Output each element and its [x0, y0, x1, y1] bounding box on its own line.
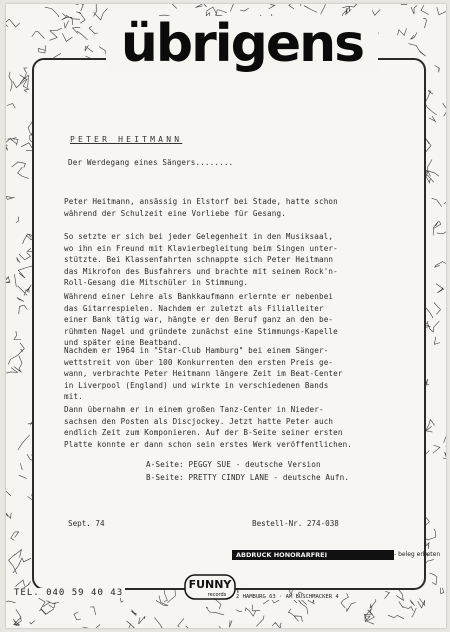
line: einer Bank tätig war, hängte er den Beruf ganz an den be- — [64, 315, 334, 324]
line: mit. — [64, 392, 83, 401]
line: in Liverpool (England) und wirkte in verschiedenen Bands — [64, 380, 329, 390]
line: Während einer Lehre als Bankkaufmann erlernte er nebenbei — [64, 292, 334, 301]
line: das Mikrofon des Busfahrers und brachte mit seinem Rock'n- — [64, 266, 338, 276]
line: und später eine Beatband. — [64, 338, 183, 347]
line: Platte konnte er dann schon sein erstes Werk veröffentlichen. — [64, 439, 353, 449]
line: Peter Heitmann, ansässig in Elstorf bei Stade, hatte schon — [64, 197, 338, 206]
paragraph-3 — [64, 291, 338, 349]
paragraph-4 — [64, 345, 343, 403]
b-side: B-Seite: PRETTY CINDY LANE - deutsche Aufn. — [146, 473, 350, 482]
line: Roll-Gesang die Mitschüler in Stimmung. — [64, 278, 249, 287]
a-side: A-Seite: PEGGY SUE - deutsche Version — [146, 460, 321, 469]
line: endlich Zeit zum Komponieren. Auf der B-Seite seiner ersten — [64, 428, 343, 437]
line: So setzte er sich bei jeder Gelegenheit in den Musiksaal, — [64, 232, 334, 241]
line: während der Schulzeit eine Vorliebe für Gesang. — [64, 208, 286, 218]
artist-heading: PETER HEITMANN — [70, 135, 183, 144]
phone-number: TEL. 040 59 40 43 — [14, 588, 124, 598]
line: rühmten Nagel und gründete zunächst eine Stimmungs-Kapelle — [64, 326, 338, 336]
line: Nachdem er 1964 in "Star-Club Hamburg" bei einem Sänger- — [64, 346, 329, 355]
subheading: Der Werdegang eines Sängers........ — [68, 158, 234, 167]
order-number: Bestell-Nr. 274-038 — [252, 519, 339, 528]
paragraph-1 — [64, 196, 338, 219]
line: wann, verbrachte Peter Heitmann längere Zeit im Beat-Center — [64, 369, 343, 378]
line: wo ihn ein Freund mit Klavierbegleitung beim Singen unter- — [64, 243, 338, 253]
masthead-title: übrigens — [120, 14, 364, 74]
funny-records-logo — [184, 572, 236, 602]
release-date: Sept. 74 — [68, 519, 105, 528]
line: das Gitarrespielen. Nachdem er zuletzt als Filialleiter — [64, 303, 324, 313]
line: wettstreit von über 100 Konkurrenten den ersten Preis ge- — [64, 357, 334, 367]
stamp-note: - beleg erbeten — [394, 551, 441, 558]
paragraph-2 — [64, 231, 338, 289]
press-sheet — [6, 4, 446, 628]
line: stützte. Bei Klassenfahrten schnappte sich Peter Heitmann — [64, 255, 334, 264]
paragraph-5 — [64, 404, 352, 450]
royalty-free-stamp: ABDRUCK HONORARFREI — [232, 550, 394, 560]
line: sachsen den Posten als Discjockey. Jetzt hatte Peter auch — [64, 416, 334, 426]
logo-wordmark: FUNNY — [188, 578, 232, 591]
logo-subtitle: records — [207, 592, 227, 598]
line: Dann übernahm er in einem großen Tanz-Center in Nieder- — [64, 405, 324, 414]
masthead — [106, 16, 378, 72]
label-address: 2 HAMBURG 63 · AM BUSCHMACKER 4 — [236, 594, 339, 600]
